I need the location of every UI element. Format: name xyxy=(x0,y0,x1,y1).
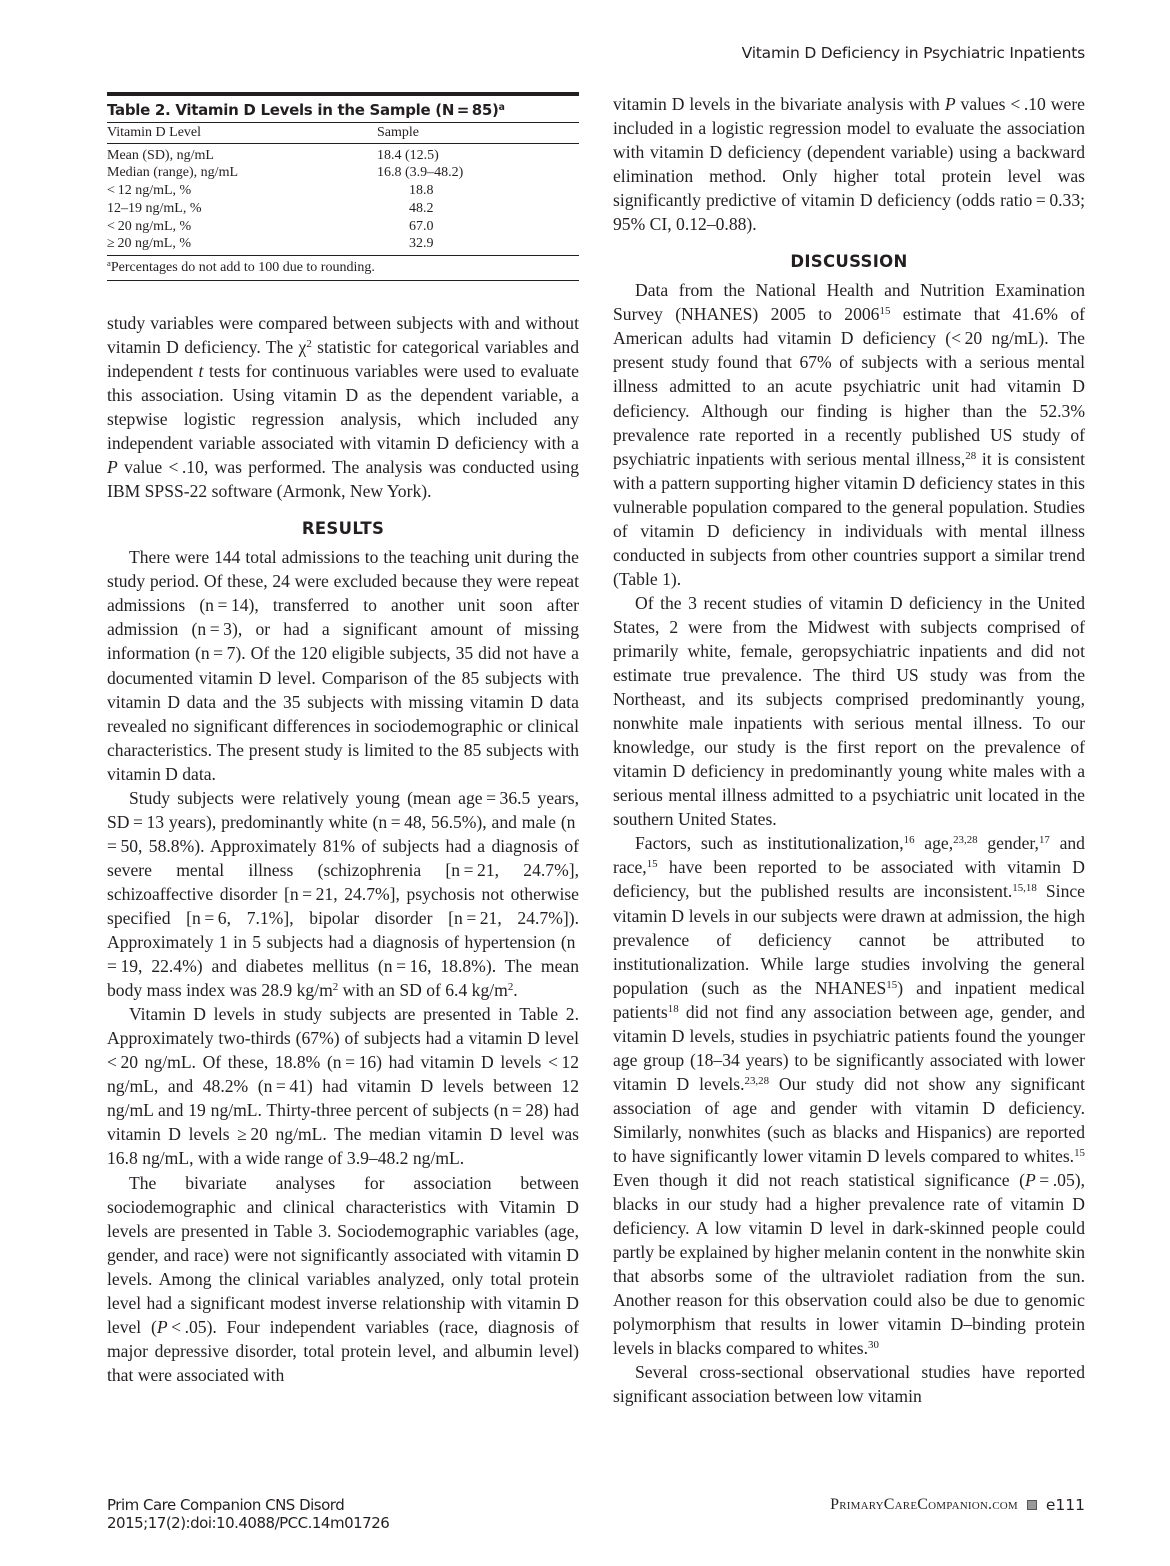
column-header-sample: Sample xyxy=(377,123,579,143)
page-number: e111 xyxy=(1045,1496,1085,1514)
table-row: ≥ 20 ng/mL, % 32.9 xyxy=(107,236,434,252)
left-column xyxy=(107,92,579,1387)
paragraph-discussion-1: Data from the National Health and Nutrition Examination Survey (NHANES) 2005 to 2006$^{15}$ estimate that 41.6% of American adults had vitamin D deficiency (< 20 ng/mL). The present study found that 67% of subjects with a serious mental illness admitted to an acute psychiatric unit had vitamin D deficiency. Although our finding is higher than the 52.3% prevalence rate reported in a recently published US study of psychiatric inpatients with serious mental illness,$^{28}$ it is consistent with a pattern supporting higher vitamin D deficiency states in this vulnerable population compared to the general population. Studies of vitamin D deficiency in individuals with mental illness conducted in subjects from other countries support a similar trend (Table 1). xyxy=(613,280,1086,589)
table-2 xyxy=(107,92,579,281)
square-icon xyxy=(1027,1500,1037,1510)
site-link[interactable]: PrimaryCareCompanion.com xyxy=(830,1496,1018,1513)
paragraph-results-4: The bivariate analyses for association between sociodemographic and clinical characteristics with Vitamin D levels are presented in Table 3. Sociodemographic variables (age, gender, and race) were not significantly associated with vitamin D levels. Among the clinical variables analyzed, only total protein level had a significant modest inverse relationship with vitamin D level (P < .05). Four independent variables (race, diagnosis of major depressive disorder, total protein level, and albumin level) that were associated with xyxy=(107,1172,580,1385)
table-row: 12–19 ng/mL, % 48.2 xyxy=(107,200,434,216)
table-row: Mean (SD), ng/mL 18.4 (12.5) xyxy=(107,147,439,163)
right-column xyxy=(613,92,1085,1408)
journal-name: Prim Care Companion CNS Disord xyxy=(107,1496,345,1514)
table-row: < 20 ng/mL, % 67.0 xyxy=(107,218,434,234)
table-title: Table 2. Vitamin D Levels in the Sample (N = 85)$^a$ xyxy=(107,96,579,123)
paragraph-methods-end: study variables were compared between subjects with and without vitamin D deficiency. The $\chi^2$ statistic for categorical variables and independent t tests for continuous variables were used to evaluate this association. Using vitamin D as the dependent variable, a stepwise logistic regression analysis, which included any independent variable associated with vitamin D deficiency with a P value < .10, was performed. The analysis was conducted using IBM SPSS-22 software (Armonk, New York). xyxy=(107,312,579,502)
doi-citation: 2015;17(2):doi:10.4088/PCC.14m01726 xyxy=(107,1514,390,1532)
section-heading-discussion: DISCUSSION xyxy=(790,252,908,272)
table-row: Median (range), ng/mL 16.8 (3.9–48.2) xyxy=(107,165,464,181)
paragraph-results-3: Vitamin D levels in study subjects are presented in Table 2. Approximately two-thirds (67%) of subjects had a vitamin D level < 20 ng/mL. Of these, 18.8% (n = 16) had vitamin D levels < 12 ng/mL, and 48.2% (n = 41) had vitamin D levels between 12 ng/mL and 19 ng/mL. Thirty-three percent of subjects (n = 28) had vitamin D levels ≥ 20 ng/mL. The median vitamin D level was 16.8 ng/mL, with a wide range of 3.9–48.2 ng/mL. xyxy=(107,1004,579,1169)
running-head: Vitamin D Deficiency in Psychiatric Inpatients xyxy=(741,44,1085,62)
table-footnote: $^a$Percentages do not add to 100 due to rounding. xyxy=(107,255,579,281)
paragraph-discussion-4: Several cross-sectional observational studies have reported significant association between low vitamin xyxy=(613,1362,1085,1407)
footer-page-info xyxy=(830,1496,1085,1514)
paragraph-discussion-2: Of the 3 recent studies of vitamin D deficiency in the United States, 2 were from the Midwest with subjects comprised of primarily white, female, geropsychiatric inpatients and did not estimate true prevalence. The third US study was from the Northeast, and its subjects comprised predominantly young, nonwhite male inpatients with serious mental illness. To our knowledge, our study is the first report on the prevalence of vitamin D deficiency in predominantly young white males with a serious mental illness admitted to a psychiatric unit located in the southern United States. xyxy=(613,592,1085,830)
footer-citation xyxy=(107,1496,389,1532)
paragraph-results-2: Study subjects were relatively young (mean age = 36.5 years, SD = 13 years), predominantly white (n = 48, 56.5%), and male (n = 50, 58.8%). Approximately 81% of subjects had a diagnosis of severe mental illness (schizophrenia [n = 21, 24.7%], schizoaffective disorder [n = 21, 24.7%], psychosis not otherwise specified [n = 6, 7.1%], bipolar disorder [n = 21, 24.7%]). Approximately 1 in 5 subjects had a diagnosis of hypertension (n = 19, 22.4%) and diabetes mellitus (n = 16, 18.8%). The mean body mass index was 28.9 $kg/m^2$ with an SD of 6.4 $kg/m^2$. xyxy=(107,787,579,1001)
paragraph-results-5: vitamin D levels in the bivariate analysis with P values < .10 were included in a logistic regression model to evaluate the association with vitamin D deficiency (dependent variable) using a backward elimination method. Only higher total protein level was significantly predictive of vitamin D deficiency (odds ratio = 0.33; 95% CI, 0.12–0.88). xyxy=(613,94,1085,235)
paragraph-discussion-3: Factors, such as institutionalization,$^{16}$ age,$^{23,28}$ gender,$^{17}$ and race,$^{15}$ have been reported to be associated with vitamin D deficiency, but the published results are inconsistent.$^{15,18}$ Since vitamin D levels in our subjects were drawn at admission, the high prevalence of deficiency cannot be attributed to institutionalization. While large studies involving the general population (such as the NHANES$^{15}$) and inpatient medical patients$^{18}$ did not find any association between age, gender, and vitamin D levels, studies in psychiatric patients found the younger age group (18–34 years) to be significantly associated with lower vitamin D levels.$^{23,28}$ Our study did not show any significant association of age and gender with vitamin D deficiency. Similarly, nonwhites (such as blacks and Hispanics) are reported to have significantly lower vitamin D levels compared to whites.$^{15}$ Even though it did not reach statistical significance (P = .05), blacks in our study had a higher prevalence rate of vitamin D deficiency. A low vitamin D level in dark-skinned people could partly be explained by higher melanin content in the nonwhite skin that absorbs some of the ultraviolet radiation from the sun. Another reason for this observation could also be due to genomic polymorphism that results in lower vitamin D–binding protein levels in blacks compared to whites.$^{30}$ xyxy=(613,833,1085,1359)
paragraph-results-1: There were 144 total admissions to the teaching unit during the study period. Of these, 24 were excluded because they were repeat admissions (n = 14), transferred to another unit soon after admission (n = 3), or had a significant amount of missing information (n = 7). Of the 120 eligible subjects, 35 did not have a documented vitamin D level. Comparison of the 85 subjects with vitamin D data and the 35 subjects with missing vitamin D data revealed no significant differences in sociodemographic or clinical characteristics. The present study is limited to the 85 subjects with vitamin D data. xyxy=(107,547,579,784)
column-header-level: Vitamin D Level xyxy=(107,123,377,143)
table-2-grid xyxy=(107,123,579,255)
section-heading-results: RESULTS xyxy=(301,519,385,539)
table-row: < 12 ng/mL, % 18.8 xyxy=(107,183,434,199)
